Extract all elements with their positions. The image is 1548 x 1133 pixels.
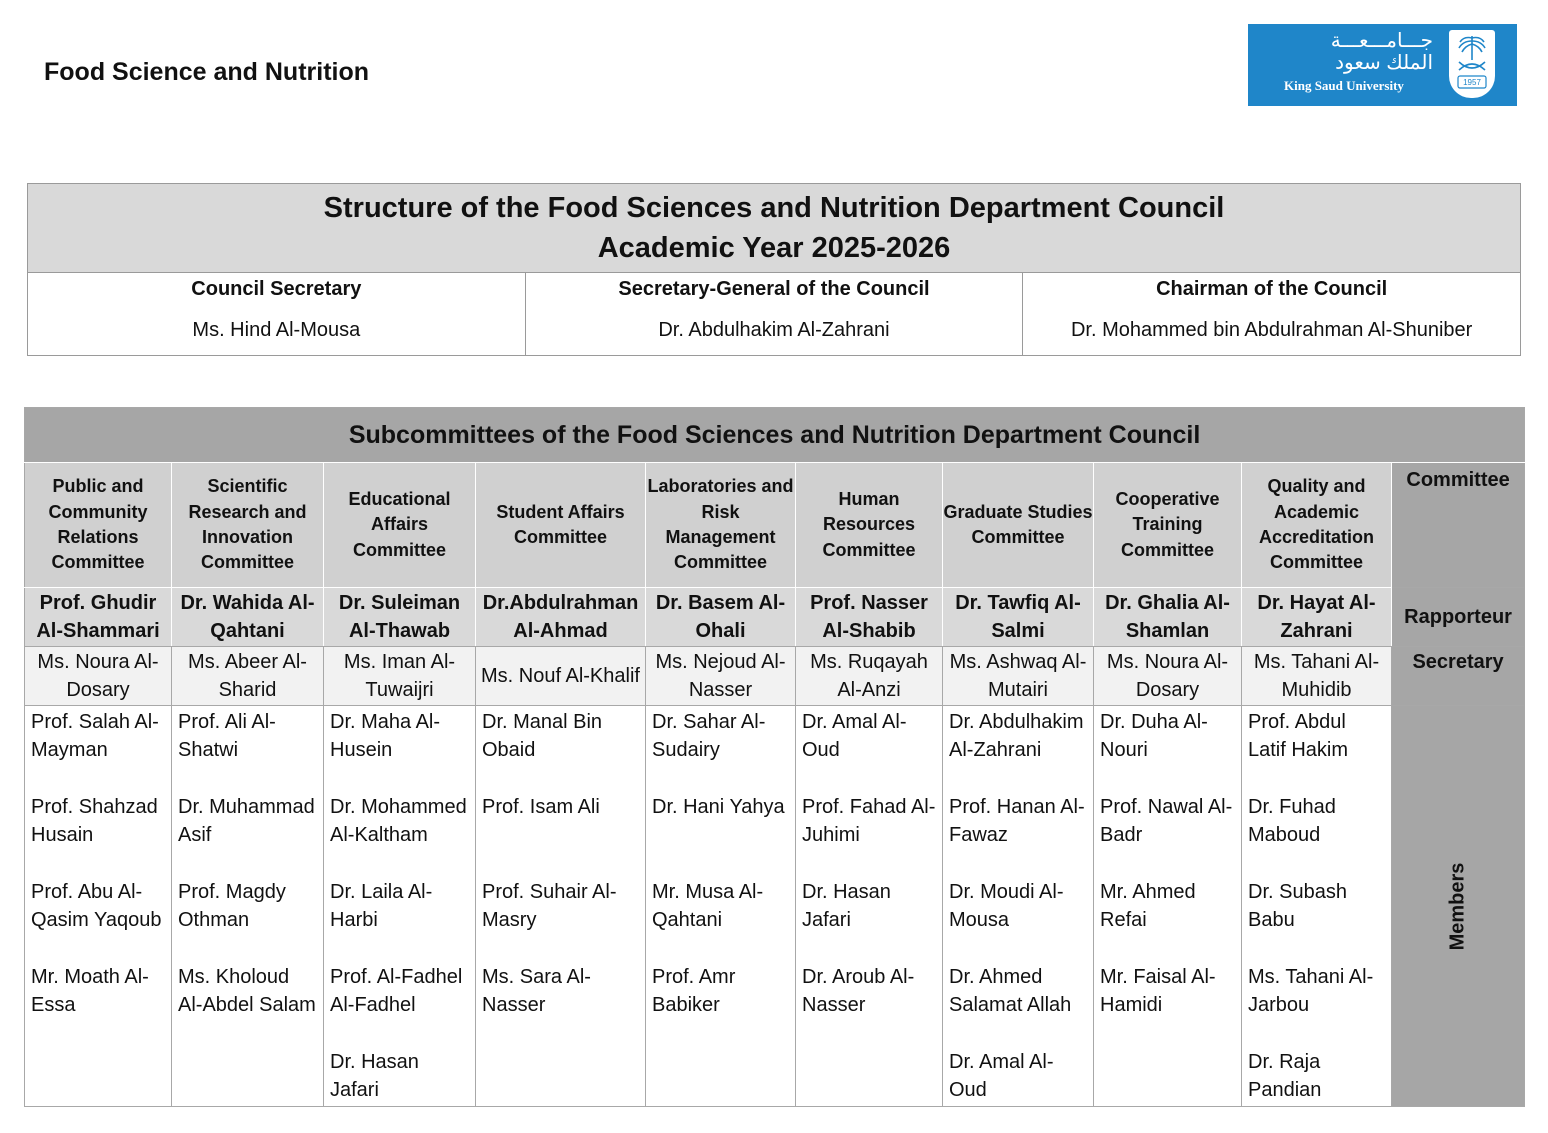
members-list bbox=[476, 706, 646, 1107]
role-label: Secretary-General of the Council bbox=[618, 278, 930, 300]
row-label-committee: Committee bbox=[1392, 463, 1525, 588]
member-name: Dr. Mohammed Al-Kaltham bbox=[330, 796, 467, 846]
document-title: Food Science and Nutrition bbox=[44, 58, 370, 86]
role-label: Chairman of the Council bbox=[1156, 278, 1388, 300]
member-name: Mr. Moath Al-Essa bbox=[31, 966, 149, 1016]
member-name: Ms. Kholoud Al-Abdel Salam bbox=[178, 966, 316, 1016]
subcommittees-title: Subcommittees of the Food Sciences and Nutrition Department Council bbox=[25, 408, 1525, 463]
members-list bbox=[172, 706, 324, 1107]
member-name: Dr. Abdulhakim Al-Zahrani bbox=[949, 711, 1084, 761]
member-name: Dr. Muhammad Asif bbox=[178, 796, 315, 846]
member-name: Dr. Duha Al-Nouri bbox=[1100, 711, 1208, 761]
member-name: Dr. Amal Al-Oud bbox=[802, 711, 907, 761]
member-name: Dr. Raja Pandian bbox=[1248, 1051, 1322, 1101]
member-name: Prof. Suhair Al-Masry bbox=[482, 881, 617, 931]
member-name: Prof. Salah Al-Mayman bbox=[31, 711, 159, 761]
member-name: Ms. Tahani Al-Jarbou bbox=[1248, 966, 1374, 1016]
rapporteur-name: Dr. Basem Al-Ohali bbox=[646, 588, 796, 647]
svg-text:1957: 1957 bbox=[1463, 78, 1481, 87]
member-name: Prof. Abu Al-Qasim Yaqoub bbox=[31, 881, 162, 931]
member-name: Dr. Moudi Al-Mousa bbox=[949, 881, 1064, 931]
chairman-cell bbox=[1023, 273, 1521, 356]
rapporteur-name: Dr. Hayat Al-Zahrani bbox=[1242, 588, 1392, 647]
rapporteur-name: Dr. Suleiman Al-Thawab bbox=[324, 588, 476, 647]
rapporteur-name: Prof. Ghudir Al-Shammari bbox=[25, 588, 172, 647]
rapporteur-name: Dr. Wahida Al-Qahtani bbox=[172, 588, 324, 647]
members-list bbox=[1242, 706, 1392, 1107]
member-name: Dr. Amal Al-Oud bbox=[949, 1051, 1054, 1101]
university-logo bbox=[1248, 24, 1517, 106]
committee-name: Quality and Academic Accreditation Committee bbox=[1242, 463, 1392, 588]
members-list bbox=[943, 706, 1094, 1107]
member-name: Dr. Hasan Jafari bbox=[330, 1051, 419, 1101]
secretary-name: Ms. Noura Al-Dosary bbox=[25, 647, 172, 706]
member-name: Dr. Fuhad Maboud bbox=[1248, 796, 1336, 846]
committee-name: Human Resources Committee bbox=[796, 463, 943, 588]
member-name: Dr. Ahmed Salamat Allah bbox=[949, 966, 1072, 1016]
secretary-name: Ms. Tahani Al-Muhidib bbox=[1242, 647, 1392, 706]
secretary-name: Ms. Nouf Al-Khalif bbox=[476, 647, 646, 706]
member-name: Mr. Ahmed Refai bbox=[1100, 881, 1196, 931]
member-name: Mr. Faisal Al-Hamidi bbox=[1100, 966, 1216, 1016]
row-label-rapporteur: Rapporteur bbox=[1392, 588, 1525, 647]
rapporteur-name: Dr. Ghalia Al-Shamlan bbox=[1094, 588, 1242, 647]
row-label-members: Members bbox=[1392, 706, 1525, 1107]
member-name: Dr. Aroub Al-Nasser bbox=[802, 966, 915, 1016]
members-row bbox=[25, 706, 1525, 1107]
secretary-general-cell bbox=[525, 273, 1023, 356]
committee-name: Laboratories and Risk Management Committee bbox=[646, 463, 796, 588]
member-name: Prof. Shahzad Husain bbox=[31, 796, 158, 846]
rapporteur-name: Dr.Abdulrahman Al-Ahmad bbox=[476, 588, 646, 647]
member-name: Prof. Ali Al-Shatwi bbox=[178, 711, 276, 761]
committee-name: Public and Community Relations Committee bbox=[25, 463, 172, 588]
rapporteur-name: Prof. Nasser Al-Shabib bbox=[796, 588, 943, 647]
subcommittees-table bbox=[24, 407, 1525, 1107]
logo-arabic-text: جـــامـــعـــة الملك سعود bbox=[1330, 30, 1433, 74]
member-name: Ms. Sara Al-Nasser bbox=[482, 966, 591, 1016]
rapporteur-row bbox=[25, 588, 1525, 647]
council-structure-table bbox=[27, 183, 1521, 356]
members-list bbox=[25, 706, 172, 1107]
palm-swords-emblem-icon bbox=[1449, 30, 1495, 98]
role-label: Council Secretary bbox=[191, 278, 362, 300]
committee-name: Educational Affairs Committee bbox=[324, 463, 476, 588]
member-name: Prof. Magdy Othman bbox=[178, 881, 286, 931]
committee-names-row bbox=[25, 463, 1525, 588]
committee-name: Cooperative Training Committee bbox=[1094, 463, 1242, 588]
member-name: Mr. Musa Al-Qahtani bbox=[652, 881, 764, 931]
logo-english-text: King Saud University bbox=[1284, 78, 1404, 93]
member-name: Prof. Abdul Latif Hakim bbox=[1248, 711, 1349, 761]
member-name: Dr. Manal Bin Obaid bbox=[482, 711, 603, 761]
role-holder: Dr. Abdulhakim Al-Zahrani bbox=[658, 319, 890, 341]
members-list bbox=[646, 706, 796, 1107]
members-list bbox=[796, 706, 943, 1107]
member-name: Dr. Maha Al-Husein bbox=[330, 711, 441, 761]
committee-name: Scientific Research and Innovation Committee bbox=[172, 463, 324, 588]
members-list bbox=[1094, 706, 1242, 1107]
secretary-name: Ms. Iman Al-Tuwaijri bbox=[324, 647, 476, 706]
member-name: Dr. Hani Yahya bbox=[652, 796, 785, 818]
role-holder: Dr. Mohammed bin Abdulrahman Al-Shuniber bbox=[1070, 319, 1473, 341]
member-name: Dr. Hasan Jafari bbox=[802, 881, 891, 931]
members-list bbox=[324, 706, 476, 1107]
council-secretary-cell bbox=[28, 273, 526, 356]
member-name: Prof. Hanan Al-Fawaz bbox=[949, 796, 1085, 846]
member-name: Prof. Amr Babiker bbox=[652, 966, 736, 1016]
member-name: Dr. Laila Al-Harbi bbox=[330, 881, 433, 931]
row-label-secretary: Secretary bbox=[1392, 647, 1525, 706]
secretary-name: Ms. Ashwaq Al-Mutairi bbox=[943, 647, 1094, 706]
member-name: Prof. Al-Fadhel Al-Fadhel bbox=[330, 966, 463, 1016]
secretary-name: Ms. Ruqayah Al-Anzi bbox=[796, 647, 943, 706]
rapporteur-name: Dr. Tawfiq Al-Salmi bbox=[943, 588, 1094, 647]
secretary-name: Ms. Nejoud Al-Nasser bbox=[646, 647, 796, 706]
committee-name: Graduate Studies Committee bbox=[943, 463, 1094, 588]
member-name: Prof. Nawal Al-Badr bbox=[1100, 796, 1233, 846]
committee-name: Student Affairs Committee bbox=[476, 463, 646, 588]
secretary-row bbox=[25, 647, 1525, 706]
role-holder: Ms. Hind Al-Mousa bbox=[192, 319, 361, 341]
member-name: Prof. Isam Ali bbox=[482, 796, 600, 818]
secretary-name: Ms. Noura Al-Dosary bbox=[1094, 647, 1242, 706]
member-name: Prof. Fahad Al-Juhimi bbox=[802, 796, 936, 846]
member-name: Dr. Sahar Al-Sudairy bbox=[652, 711, 766, 761]
member-name: Dr. Subash Babu bbox=[1248, 881, 1347, 931]
council-title: Structure of the Food Sciences and Nutrition Department Council Academic Year 2025-2026 bbox=[28, 184, 1521, 273]
secretary-name: Ms. Abeer Al-Sharid bbox=[172, 647, 324, 706]
